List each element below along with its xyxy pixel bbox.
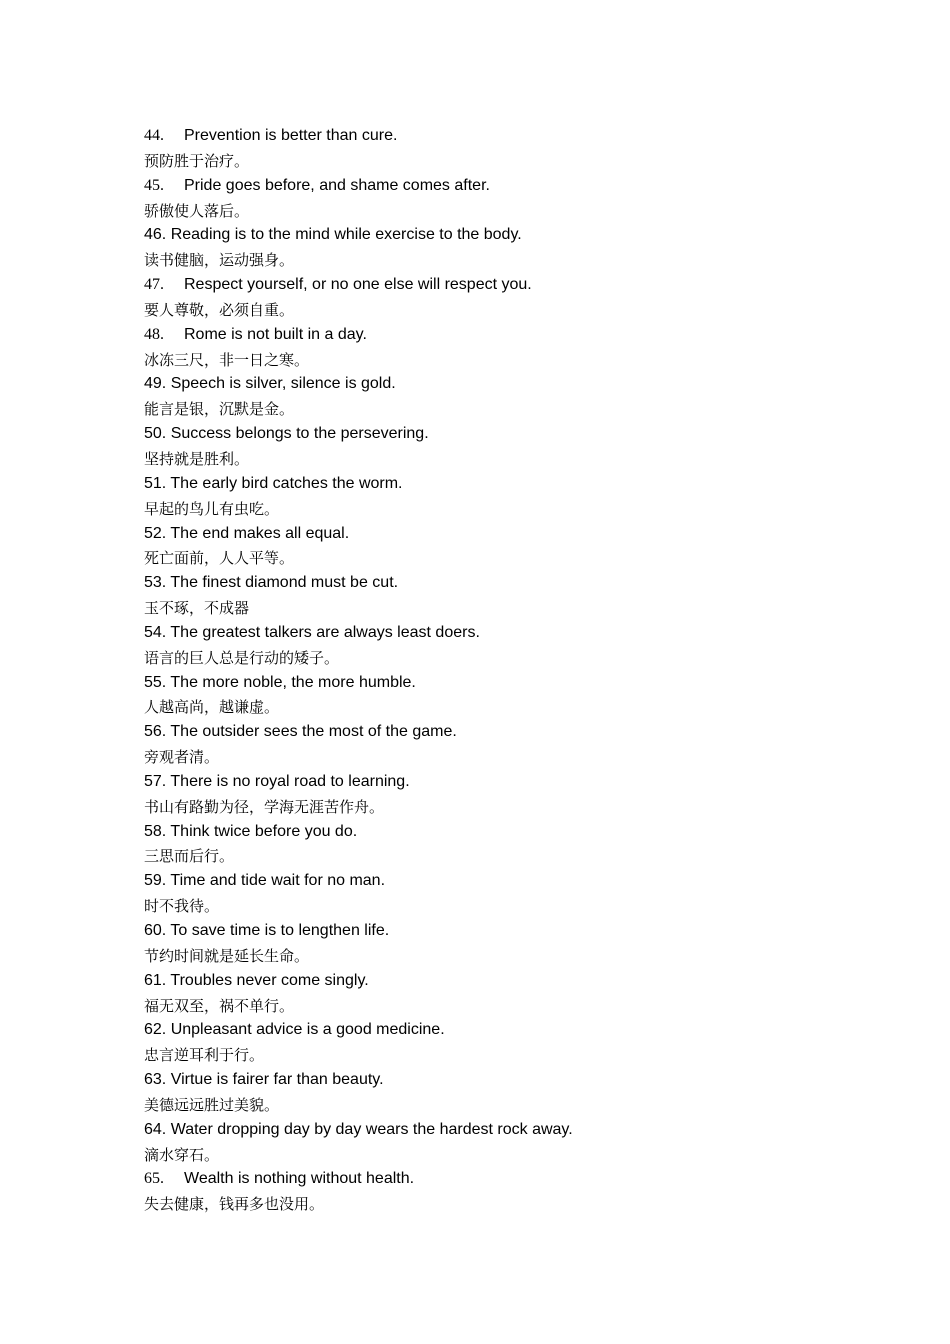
proverb-entry xyxy=(144,273,844,323)
proverb-chinese-line: 美德远远胜过美貌。 xyxy=(144,1095,280,1114)
proverb-english-text: The end makes all equal. xyxy=(170,524,350,542)
proverb-english-text: Unpleasant advice is a good medicine. xyxy=(170,1021,445,1039)
proverb-chinese-line: 旁观者清。 xyxy=(144,748,220,767)
proverb-english-line xyxy=(144,671,844,696)
proverb-chinese-line: 人越高尚，越谦虚。 xyxy=(144,698,280,717)
proverb-number: 62. xyxy=(144,1021,167,1039)
proverb-english-line xyxy=(144,422,844,447)
proverb-chinese-line: 玉不琢，不成器 xyxy=(144,599,250,618)
proverb-entry xyxy=(144,720,844,770)
proverb-number: 45. xyxy=(144,176,164,194)
proverb-entry xyxy=(144,472,844,522)
proverb-english-text: To save time is to lengthen life. xyxy=(170,922,390,939)
proverb-english-text: Virtue is fairer far than beauty. xyxy=(170,1071,384,1089)
proverb-english-text: Think twice before you do. xyxy=(170,822,358,840)
proverb-chinese-line: 早起的鸟儿有虫吃。 xyxy=(144,499,280,518)
proverb-list xyxy=(144,124,844,1217)
proverb-english-line xyxy=(144,820,844,845)
proverb-english-line xyxy=(144,571,844,596)
proverb-entry xyxy=(144,372,844,422)
proverb-chinese-line: 能言是银，沉默是金。 xyxy=(144,400,295,419)
proverb-chinese-line: 节约时间就是延长生命。 xyxy=(144,946,310,965)
proverb-chinese-line: 读书健脑，运动强身。 xyxy=(144,251,295,270)
proverb-number: 65. xyxy=(144,1170,164,1188)
proverb-number: 49. xyxy=(144,375,167,393)
proverb-entry xyxy=(144,422,844,472)
proverb-english-line xyxy=(144,969,844,994)
proverb-english-line xyxy=(144,1167,844,1192)
proverb-entry xyxy=(144,223,844,273)
proverb-entry xyxy=(144,571,844,621)
proverb-english-text: Speech is silver, silence is gold. xyxy=(170,375,396,393)
proverb-english-line xyxy=(144,372,844,397)
proverb-english-text: Reading is to the mind while exercise to the body. xyxy=(170,226,522,244)
proverb-number: 51. xyxy=(144,474,167,492)
proverb-english-line xyxy=(144,720,844,745)
proverb-entry xyxy=(144,1068,844,1118)
proverb-chinese-line: 书山有路勤为径，学海无涯苦作舟。 xyxy=(144,797,385,816)
proverb-number: 60. xyxy=(144,922,167,939)
proverb-entry xyxy=(144,919,844,969)
proverb-entry xyxy=(144,621,844,671)
proverb-english-text: The early bird catches the worm. xyxy=(170,474,403,492)
proverb-chinese-line: 福无双至，祸不单行。 xyxy=(144,996,295,1015)
proverb-chinese-line: 死亡面前，人人平等。 xyxy=(144,549,295,568)
proverb-chinese-line: 坚持就是胜利。 xyxy=(144,449,250,468)
proverb-number: 54. xyxy=(144,623,167,641)
proverb-english-text: The outsider sees the most of the game. xyxy=(170,723,457,741)
proverb-english-line xyxy=(144,223,844,248)
proverb-chinese-line: 骄傲使人落后。 xyxy=(144,201,250,220)
proverb-number: 47. xyxy=(144,276,164,294)
proverb-entry xyxy=(144,323,844,373)
proverb-english-text: The finest diamond must be cut. xyxy=(170,574,399,592)
proverb-english-text: Prevention is better than cure. xyxy=(184,127,398,144)
proverb-english-line xyxy=(144,124,844,149)
proverb-entry xyxy=(144,820,844,870)
proverb-chinese-line: 语言的巨人总是行动的矮子。 xyxy=(144,648,340,667)
proverb-english-line xyxy=(144,174,844,199)
proverb-number: 55. xyxy=(144,673,167,691)
proverb-entry xyxy=(144,770,844,820)
proverb-entry xyxy=(144,124,844,174)
proverb-english-text: The greatest talkers are always least doers. xyxy=(170,623,480,641)
proverb-english-text: Rome is not built in a day. xyxy=(184,325,367,343)
proverb-english-text: The more noble, the more humble. xyxy=(170,673,416,691)
proverb-english-text: Troubles never come singly. xyxy=(170,971,369,989)
proverb-entry xyxy=(144,522,844,572)
proverb-chinese-line: 要人尊敬，必须自重。 xyxy=(144,300,295,319)
proverb-number: 48. xyxy=(144,325,164,343)
proverb-english-line xyxy=(144,621,844,646)
proverb-english-line xyxy=(144,919,844,944)
proverb-entry xyxy=(144,1118,844,1168)
proverb-number: 61. xyxy=(144,971,167,989)
proverb-english-line xyxy=(144,1118,844,1143)
proverb-number: 57. xyxy=(144,772,167,790)
proverb-chinese-line: 三思而后行。 xyxy=(144,847,235,866)
proverb-entry xyxy=(144,1167,844,1217)
proverb-english-line xyxy=(144,869,844,894)
proverb-english-text: Time and tide wait for no man. xyxy=(170,872,386,890)
proverb-english-line xyxy=(144,323,844,348)
proverb-english-line xyxy=(144,522,844,547)
proverb-english-text: There is no royal road to learning. xyxy=(170,772,410,790)
proverb-english-line xyxy=(144,1018,844,1043)
proverb-chinese-line: 冰冻三尺，非一日之寒。 xyxy=(144,350,310,369)
proverb-english-text: Wealth is nothing without health. xyxy=(184,1170,415,1188)
proverb-english-text: Respect yourself, or no one else will respect you. xyxy=(184,276,532,294)
proverb-chinese-line: 失去健康，钱再多也没用。 xyxy=(144,1195,325,1214)
proverb-chinese-line: 预防胜于治疗。 xyxy=(144,151,250,170)
proverb-english-line xyxy=(144,1068,844,1093)
proverb-english-text: Success belongs to the persevering. xyxy=(170,425,429,443)
proverb-number: 50. xyxy=(144,425,167,443)
proverb-english-text: Pride goes before, and shame comes after. xyxy=(184,176,490,194)
proverb-entry xyxy=(144,969,844,1019)
proverb-chinese-line: 忠言逆耳利于行。 xyxy=(144,1046,265,1065)
proverb-number: 64. xyxy=(144,1120,167,1138)
proverb-number: 44. xyxy=(144,127,164,144)
proverb-number: 52. xyxy=(144,524,167,542)
proverb-english-line xyxy=(144,770,844,795)
proverb-number: 63. xyxy=(144,1071,167,1089)
proverb-chinese-line: 滴水穿石。 xyxy=(144,1145,220,1164)
proverb-english-line xyxy=(144,273,844,298)
proverb-entry xyxy=(144,869,844,919)
proverb-english-line xyxy=(144,472,844,497)
proverb-number: 53. xyxy=(144,574,167,592)
proverb-english-text: Water dropping day by day wears the hardest rock away. xyxy=(170,1120,573,1138)
proverb-number: 46. xyxy=(144,226,167,244)
proverb-number: 56. xyxy=(144,723,167,741)
proverb-chinese-line: 时不我待。 xyxy=(144,897,220,916)
proverb-entry xyxy=(144,671,844,721)
proverb-entry xyxy=(144,174,844,224)
proverb-entry xyxy=(144,1018,844,1068)
proverb-number: 58. xyxy=(144,822,167,840)
proverb-number: 59. xyxy=(144,872,167,890)
